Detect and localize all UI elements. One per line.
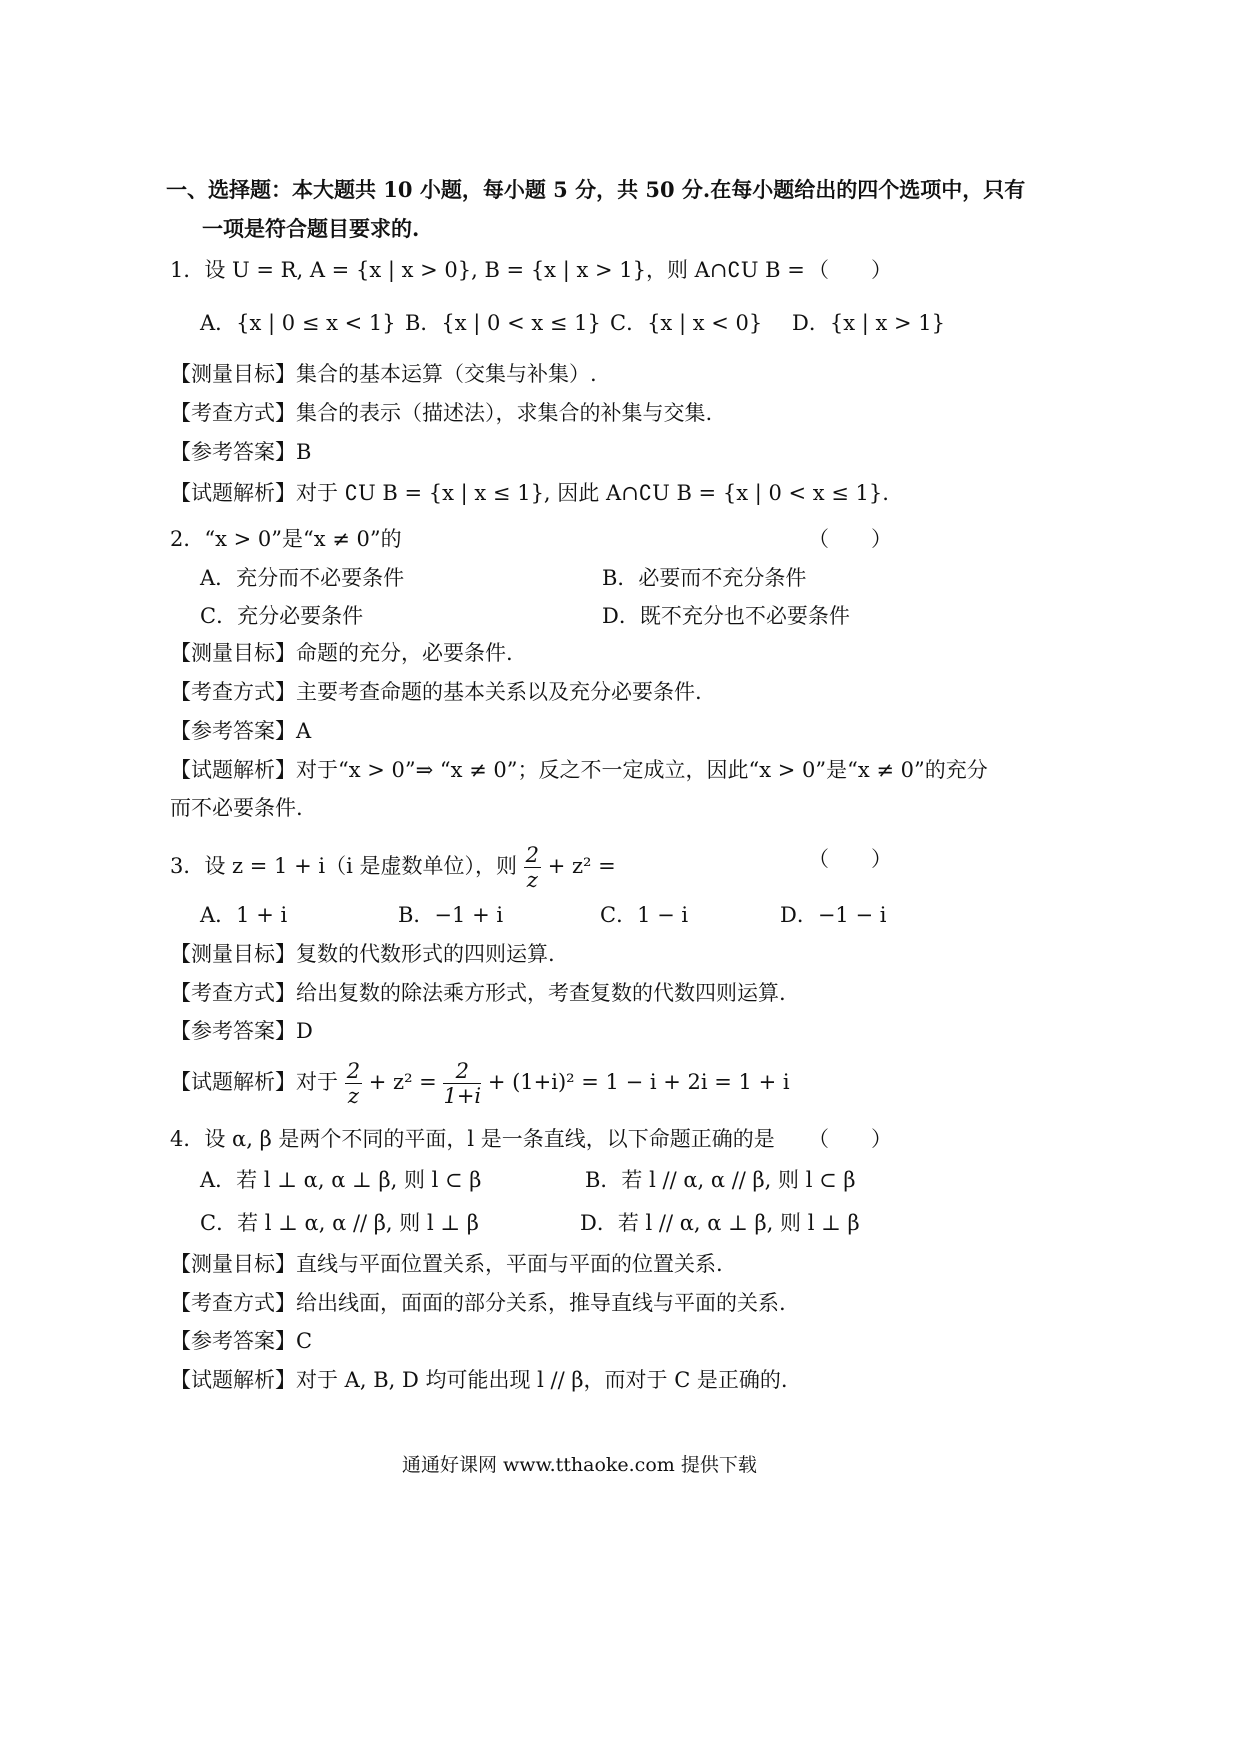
q2-option-c: C．充分必要条件 bbox=[200, 604, 364, 628]
q1-option-c: C．{x | x < 0} bbox=[610, 311, 763, 335]
q2-analysis-line2: 而不必要条件. bbox=[170, 796, 303, 820]
q4-target: 【测量目标】直线与平面位置关系，平面与平面的位置关系. bbox=[170, 1252, 723, 1276]
q2-analysis-line1: 【试题解析】对于“x > 0”⇒ “x ≠ 0”；反之不一定成立，因此“x > 0”是“x ≠ 0”的充分 bbox=[170, 758, 988, 782]
q2-option-b: B．必要而不充分条件 bbox=[602, 566, 807, 590]
q3-answer-paren: （ ） bbox=[808, 847, 892, 871]
q3-analysis-mid: + z² = bbox=[368, 1070, 437, 1094]
q2-option-a: A．充分而不必要条件 bbox=[200, 566, 405, 590]
q3-option-b: B．−1 + i bbox=[398, 903, 504, 927]
q2-answer-paren: （ ） bbox=[808, 527, 892, 551]
q4-method: 【考查方式】给出线面，面面的部分关系，推导直线与平面的关系. bbox=[170, 1291, 786, 1315]
q4-stem: 4．设 α, β 是两个不同的平面，l 是一条直线，以下命题正确的是 bbox=[170, 1127, 775, 1151]
q3-option-a: A．1 + i bbox=[200, 903, 288, 927]
q3-stem bbox=[170, 836, 616, 896]
section-heading-line2: 一项是符合题目要求的. bbox=[202, 216, 420, 241]
q3-analysis-frac1-den: z bbox=[347, 1084, 359, 1108]
q1-method: 【考查方式】集合的表示（描述法），求集合的补集与交集. bbox=[170, 401, 713, 425]
section-heading-line1: 一、选择题：本大题共 10 小题，每小题 5 分，共 50 分.在每小题给出的四个选项中，只有 bbox=[166, 177, 1026, 202]
q4-option-a: A．若 l ⊥ α, α ⊥ β, 则 l ⊂ β bbox=[200, 1168, 482, 1192]
q1-analysis: 【试题解析】对于 ∁U B = {x | x ≤ 1}, 因此 A∩∁U B = {x | 0 < x ≤ 1}. bbox=[170, 481, 889, 505]
q1-answer: 【参考答案】B bbox=[170, 440, 312, 464]
q4-option-b: B．若 l // α, α // β, 则 l ⊂ β bbox=[585, 1168, 856, 1192]
q1-option-a: A．{x | 0 ≤ x < 1} bbox=[200, 311, 396, 335]
q1-stem: 1．设 U = R, A = {x | x > 0}, B = {x | x > 1}，则 A∩∁U B = bbox=[170, 258, 805, 282]
q3-stem-suffix: + z² = bbox=[547, 854, 616, 878]
q2-option-d: D．既不充分也不必要条件 bbox=[602, 604, 850, 628]
q3-stem-prefix: 3．设 z = 1 + i（i 是虚数单位），则 bbox=[170, 854, 517, 878]
q3-option-c: C．1 − i bbox=[600, 903, 689, 927]
q1-target: 【测量目标】集合的基本运算（交集与补集）. bbox=[170, 362, 597, 386]
q4-option-c: C．若 l ⊥ α, α // β, 则 l ⊥ β bbox=[200, 1211, 479, 1235]
q2-method: 【考查方式】主要考查命题的基本关系以及充分必要条件. bbox=[170, 680, 702, 704]
q4-answer-paren: （ ） bbox=[808, 1127, 892, 1151]
q3-analysis-fraction-2 bbox=[443, 1059, 481, 1108]
q4-answer: 【参考答案】C bbox=[170, 1329, 313, 1353]
q3-stem-frac-den: z bbox=[526, 868, 538, 892]
q3-answer: 【参考答案】D bbox=[170, 1019, 313, 1043]
q3-analysis bbox=[170, 1052, 790, 1112]
q3-stem-frac-num: 2 bbox=[525, 843, 540, 867]
q1-answer-paren: （ ） bbox=[808, 258, 892, 282]
q2-stem: 2．“x > 0”是“x ≠ 0”的 bbox=[170, 527, 402, 551]
q3-analysis-prefix: 【试题解析】对于 bbox=[170, 1070, 338, 1094]
q3-analysis-frac2-den: 1+i bbox=[443, 1084, 482, 1108]
q2-answer: 【参考答案】A bbox=[170, 719, 312, 743]
q3-analysis-suffix: + (1+i)² = 1 − i + 2i = 1 + i bbox=[487, 1070, 790, 1094]
q3-analysis-frac1-num: 2 bbox=[346, 1059, 361, 1083]
q2-target: 【测量目标】命题的充分，必要条件. bbox=[170, 641, 513, 665]
q4-analysis: 【试题解析】对于 A, B, D 均可能出现 l // β，而对于 C 是正确的. bbox=[170, 1368, 788, 1392]
q3-option-d: D．−1 − i bbox=[780, 903, 887, 927]
q4-option-d: D．若 l // α, α ⊥ β, 则 l ⊥ β bbox=[580, 1211, 860, 1235]
q3-analysis-fraction-1 bbox=[345, 1059, 362, 1108]
q3-analysis-frac2-num: 2 bbox=[443, 1059, 481, 1084]
q3-stem-fraction bbox=[524, 843, 541, 892]
q1-option-d: D．{x | x > 1} bbox=[792, 311, 945, 335]
q3-method: 【考查方式】给出复数的除法乘方形式，考查复数的代数四则运算. bbox=[170, 981, 786, 1005]
q1-option-b: B．{x | 0 < x ≤ 1} bbox=[405, 311, 601, 335]
page-footer: 通通好课网 www.tthaoke.com 提供下载 bbox=[402, 1454, 757, 1476]
q3-target: 【测量目标】复数的代数形式的四则运算. bbox=[170, 942, 555, 966]
